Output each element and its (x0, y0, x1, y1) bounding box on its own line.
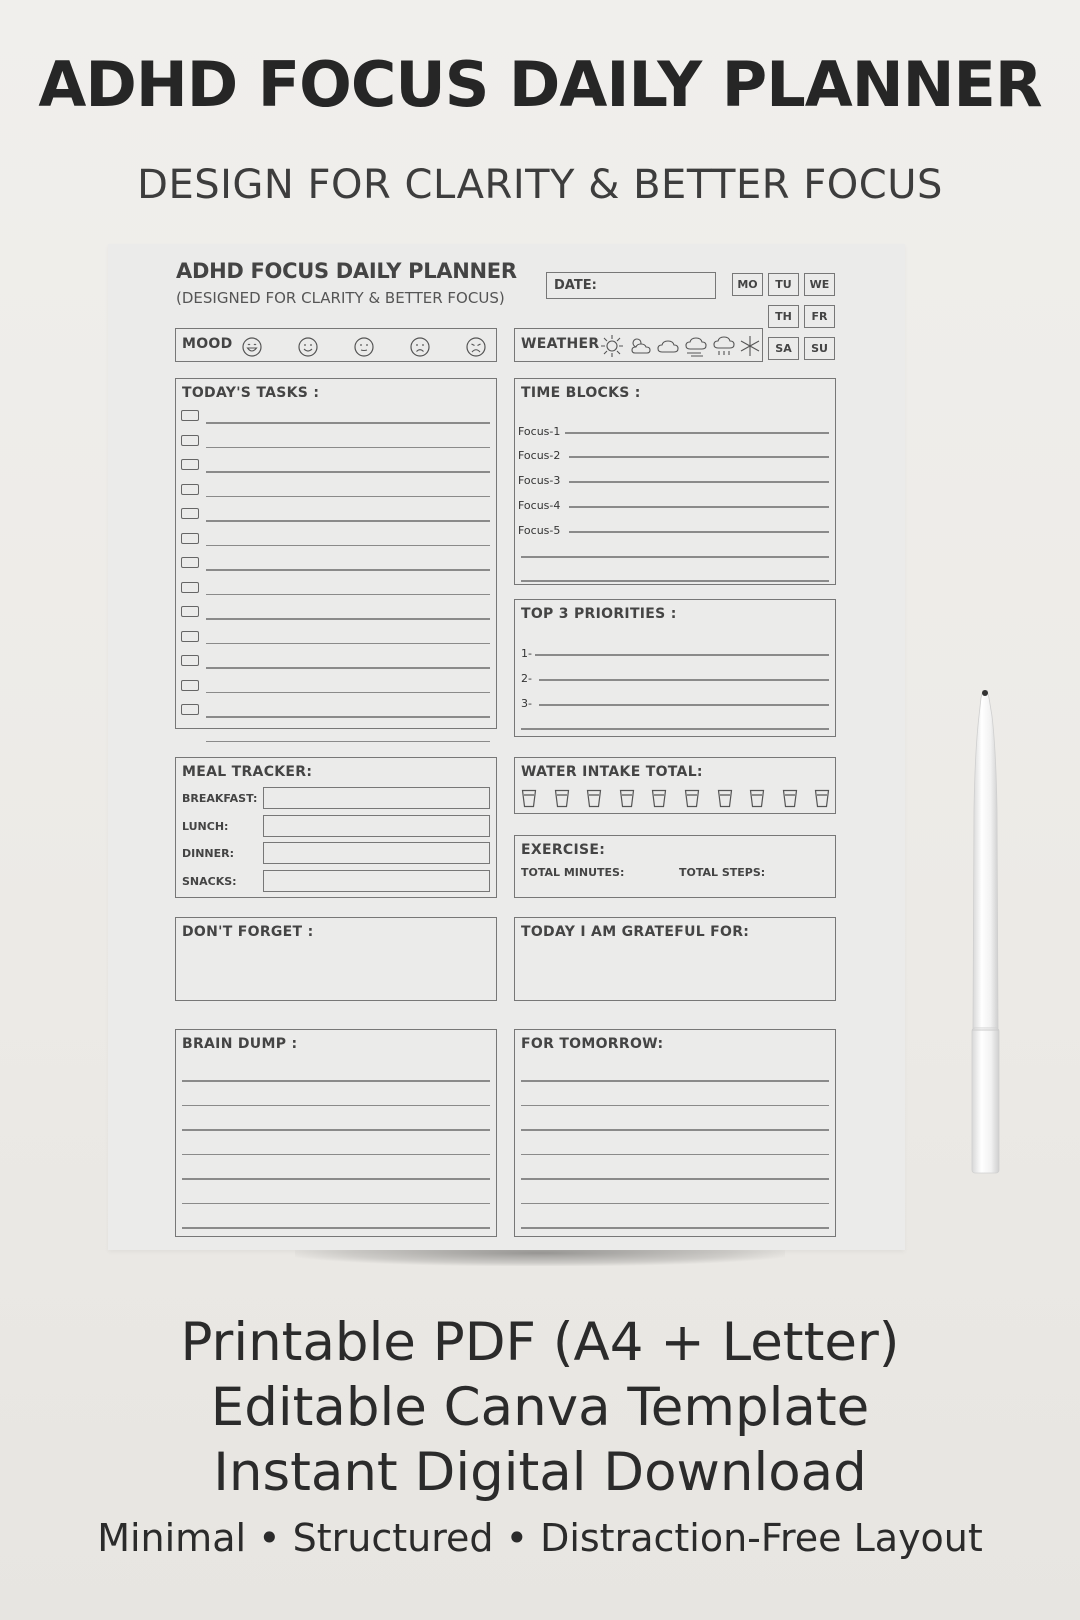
lunch-field[interactable] (263, 815, 490, 837)
writing-line[interactable] (182, 1178, 490, 1180)
task-checkbox[interactable] (181, 704, 199, 715)
writing-line[interactable] (521, 1105, 829, 1107)
water-glass-icon[interactable] (749, 789, 765, 808)
writing-line[interactable] (521, 1080, 829, 1082)
priority-label: 2- (521, 672, 532, 685)
footer-line-3: Instant Digital Download (213, 1442, 867, 1503)
headline: ADHD FOCUS DAILY PLANNER (38, 48, 1042, 121)
day-sa[interactable]: SA (768, 337, 799, 360)
brain-dump-title: BRAIN DUMP : (182, 1036, 298, 1052)
water-glass-icon[interactable] (554, 789, 570, 808)
meal-label-snacks: SNACKS: (182, 875, 237, 888)
dinner-field[interactable] (263, 842, 490, 864)
task-checkbox[interactable] (181, 533, 199, 544)
task-line[interactable] (206, 422, 490, 424)
time-blocks-title: TIME BLOCKS : (521, 385, 641, 401)
water-glass-icon[interactable] (619, 789, 635, 808)
priority-label: 1- (521, 647, 532, 660)
writing-line[interactable] (182, 1203, 490, 1205)
task-checkbox[interactable] (181, 410, 199, 421)
time-block-line[interactable] (569, 481, 829, 483)
water-glass-icon[interactable] (586, 789, 602, 808)
writing-line[interactable] (521, 1203, 829, 1205)
task-line[interactable] (206, 716, 490, 718)
water-intake-box (514, 757, 836, 814)
task-checkbox[interactable] (181, 606, 199, 617)
time-block-line[interactable] (569, 531, 829, 533)
day-su[interactable]: SU (804, 337, 835, 360)
day-mo[interactable]: MO (732, 273, 763, 296)
task-line[interactable] (206, 471, 490, 473)
priority-label: 3- (521, 697, 532, 710)
happy-face-icon[interactable] (298, 337, 318, 357)
task-line[interactable] (206, 447, 490, 449)
priority-line[interactable] (539, 704, 829, 706)
pen-image (968, 690, 1002, 1180)
planner-subtitle: (DESIGNED FOR CLARITY & BETTER FOCUS) (176, 289, 505, 307)
dont-forget-box[interactable] (175, 917, 497, 1001)
snacks-field[interactable] (263, 870, 490, 892)
priorities-box (514, 599, 836, 737)
time-block-label: Focus-4 (518, 499, 561, 512)
dont-forget-title: DON'T FORGET : (182, 924, 314, 940)
task-line[interactable] (206, 741, 490, 743)
writing-line[interactable] (182, 1154, 490, 1156)
day-fr[interactable]: FR (804, 305, 835, 328)
task-line[interactable] (206, 545, 490, 547)
writing-line[interactable] (182, 1080, 490, 1082)
water-glass-icon[interactable] (684, 789, 700, 808)
total-steps-label: TOTAL STEPS: (679, 866, 766, 879)
task-line[interactable] (206, 594, 490, 596)
writing-line[interactable] (521, 1129, 829, 1131)
time-block-line[interactable] (565, 432, 829, 434)
partly-cloudy-icon[interactable] (627, 333, 653, 359)
time-block-label: Focus-1 (518, 425, 561, 438)
meal-label-lunch: LUNCH: (182, 820, 229, 833)
time-block-label: Focus-2 (518, 449, 561, 462)
meal-label-dinner: DINNER: (182, 847, 235, 860)
meal-label-breakfast: BREAKFAST: (182, 792, 258, 805)
mood-box (175, 328, 497, 362)
task-checkbox[interactable] (181, 459, 199, 470)
neutral-face-icon[interactable] (354, 337, 374, 357)
meal-tracker-box (175, 757, 497, 898)
weather-box (514, 328, 763, 362)
rain-cloud-icon[interactable] (711, 333, 737, 359)
planner-sheet (108, 244, 905, 1250)
time-blocks-box (514, 378, 836, 585)
planner-title: ADHD FOCUS DAILY PLANNER (176, 259, 517, 283)
priority-line[interactable] (535, 654, 829, 656)
time-block-label: Focus-3 (518, 474, 561, 487)
task-line[interactable] (206, 520, 490, 522)
task-checkbox[interactable] (181, 582, 199, 593)
task-line[interactable] (206, 667, 490, 669)
task-line[interactable] (206, 643, 490, 645)
task-line[interactable] (206, 496, 490, 498)
task-checkbox[interactable] (181, 435, 199, 446)
very-sad-face-icon[interactable] (466, 337, 486, 357)
snowflake-icon[interactable] (737, 333, 763, 359)
very-happy-face-icon[interactable] (242, 337, 262, 357)
writing-line[interactable] (521, 1227, 829, 1229)
date-label: DATE: (554, 278, 597, 293)
time-block-line[interactable] (569, 456, 829, 458)
task-line[interactable] (206, 618, 490, 620)
todays-tasks-title: TODAY'S TASKS : (182, 385, 320, 401)
task-line[interactable] (206, 569, 490, 571)
weather-label: WEATHER (521, 336, 600, 352)
time-block-label: Focus-5 (518, 524, 561, 537)
water-glass-icon[interactable] (521, 789, 537, 808)
water-glass-icon[interactable] (814, 789, 830, 808)
todays-tasks-box (175, 378, 497, 729)
task-checkbox[interactable] (181, 631, 199, 642)
priorities-title: TOP 3 PRIORITIES : (521, 606, 677, 622)
task-checkbox[interactable] (181, 655, 199, 666)
priority-line[interactable] (521, 728, 829, 730)
task-checkbox[interactable] (181, 680, 199, 691)
exercise-box (514, 835, 836, 898)
total-minutes-label: TOTAL MINUTES: (521, 866, 625, 879)
water-glass-icon[interactable] (651, 789, 667, 808)
cloud-icon[interactable] (655, 333, 681, 359)
task-line[interactable] (206, 692, 490, 694)
footer-line-1: Printable PDF (A4 + Letter) (180, 1312, 900, 1373)
water-glass-icon[interactable] (782, 789, 798, 808)
writing-line[interactable] (521, 1178, 829, 1180)
breakfast-field[interactable] (263, 787, 490, 809)
day-we[interactable]: WE (804, 273, 835, 296)
sad-face-icon[interactable] (410, 337, 430, 357)
water-intake-title: WATER INTAKE TOTAL: (521, 764, 703, 780)
day-tu[interactable]: TU (768, 273, 799, 296)
writing-line[interactable] (182, 1105, 490, 1107)
time-block-line[interactable] (569, 506, 829, 508)
brain-dump-box (175, 1029, 497, 1237)
footer-line-2: Editable Canva Template (210, 1377, 870, 1438)
task-checkbox[interactable] (181, 508, 199, 519)
time-block-line[interactable] (521, 580, 829, 582)
task-checkbox[interactable] (181, 484, 199, 495)
sun-icon[interactable] (599, 333, 625, 359)
day-th[interactable]: TH (768, 305, 799, 328)
task-checkbox[interactable] (181, 557, 199, 568)
footer-line-4: Minimal • Structured • Distraction-Free Layout (97, 1516, 983, 1560)
subheadline: DESIGN FOR CLARITY & BETTER FOCUS (137, 162, 943, 208)
grateful-title: TODAY I AM GRATEFUL FOR: (521, 924, 750, 940)
for-tomorrow-box (514, 1029, 836, 1237)
writing-line[interactable] (521, 1154, 829, 1156)
meal-tracker-title: MEAL TRACKER: (182, 764, 313, 780)
exercise-title: EXERCISE: (521, 842, 606, 858)
writing-line[interactable] (182, 1227, 490, 1229)
water-glass-icon[interactable] (717, 789, 733, 808)
for-tomorrow-title: FOR TOMORROW: (521, 1036, 664, 1052)
grateful-box[interactable] (514, 917, 836, 1001)
writing-line[interactable] (182, 1129, 490, 1131)
time-block-line[interactable] (521, 556, 829, 558)
priority-line[interactable] (539, 679, 829, 681)
windy-cloud-icon[interactable] (683, 333, 709, 359)
mood-label: MOOD (182, 336, 233, 352)
